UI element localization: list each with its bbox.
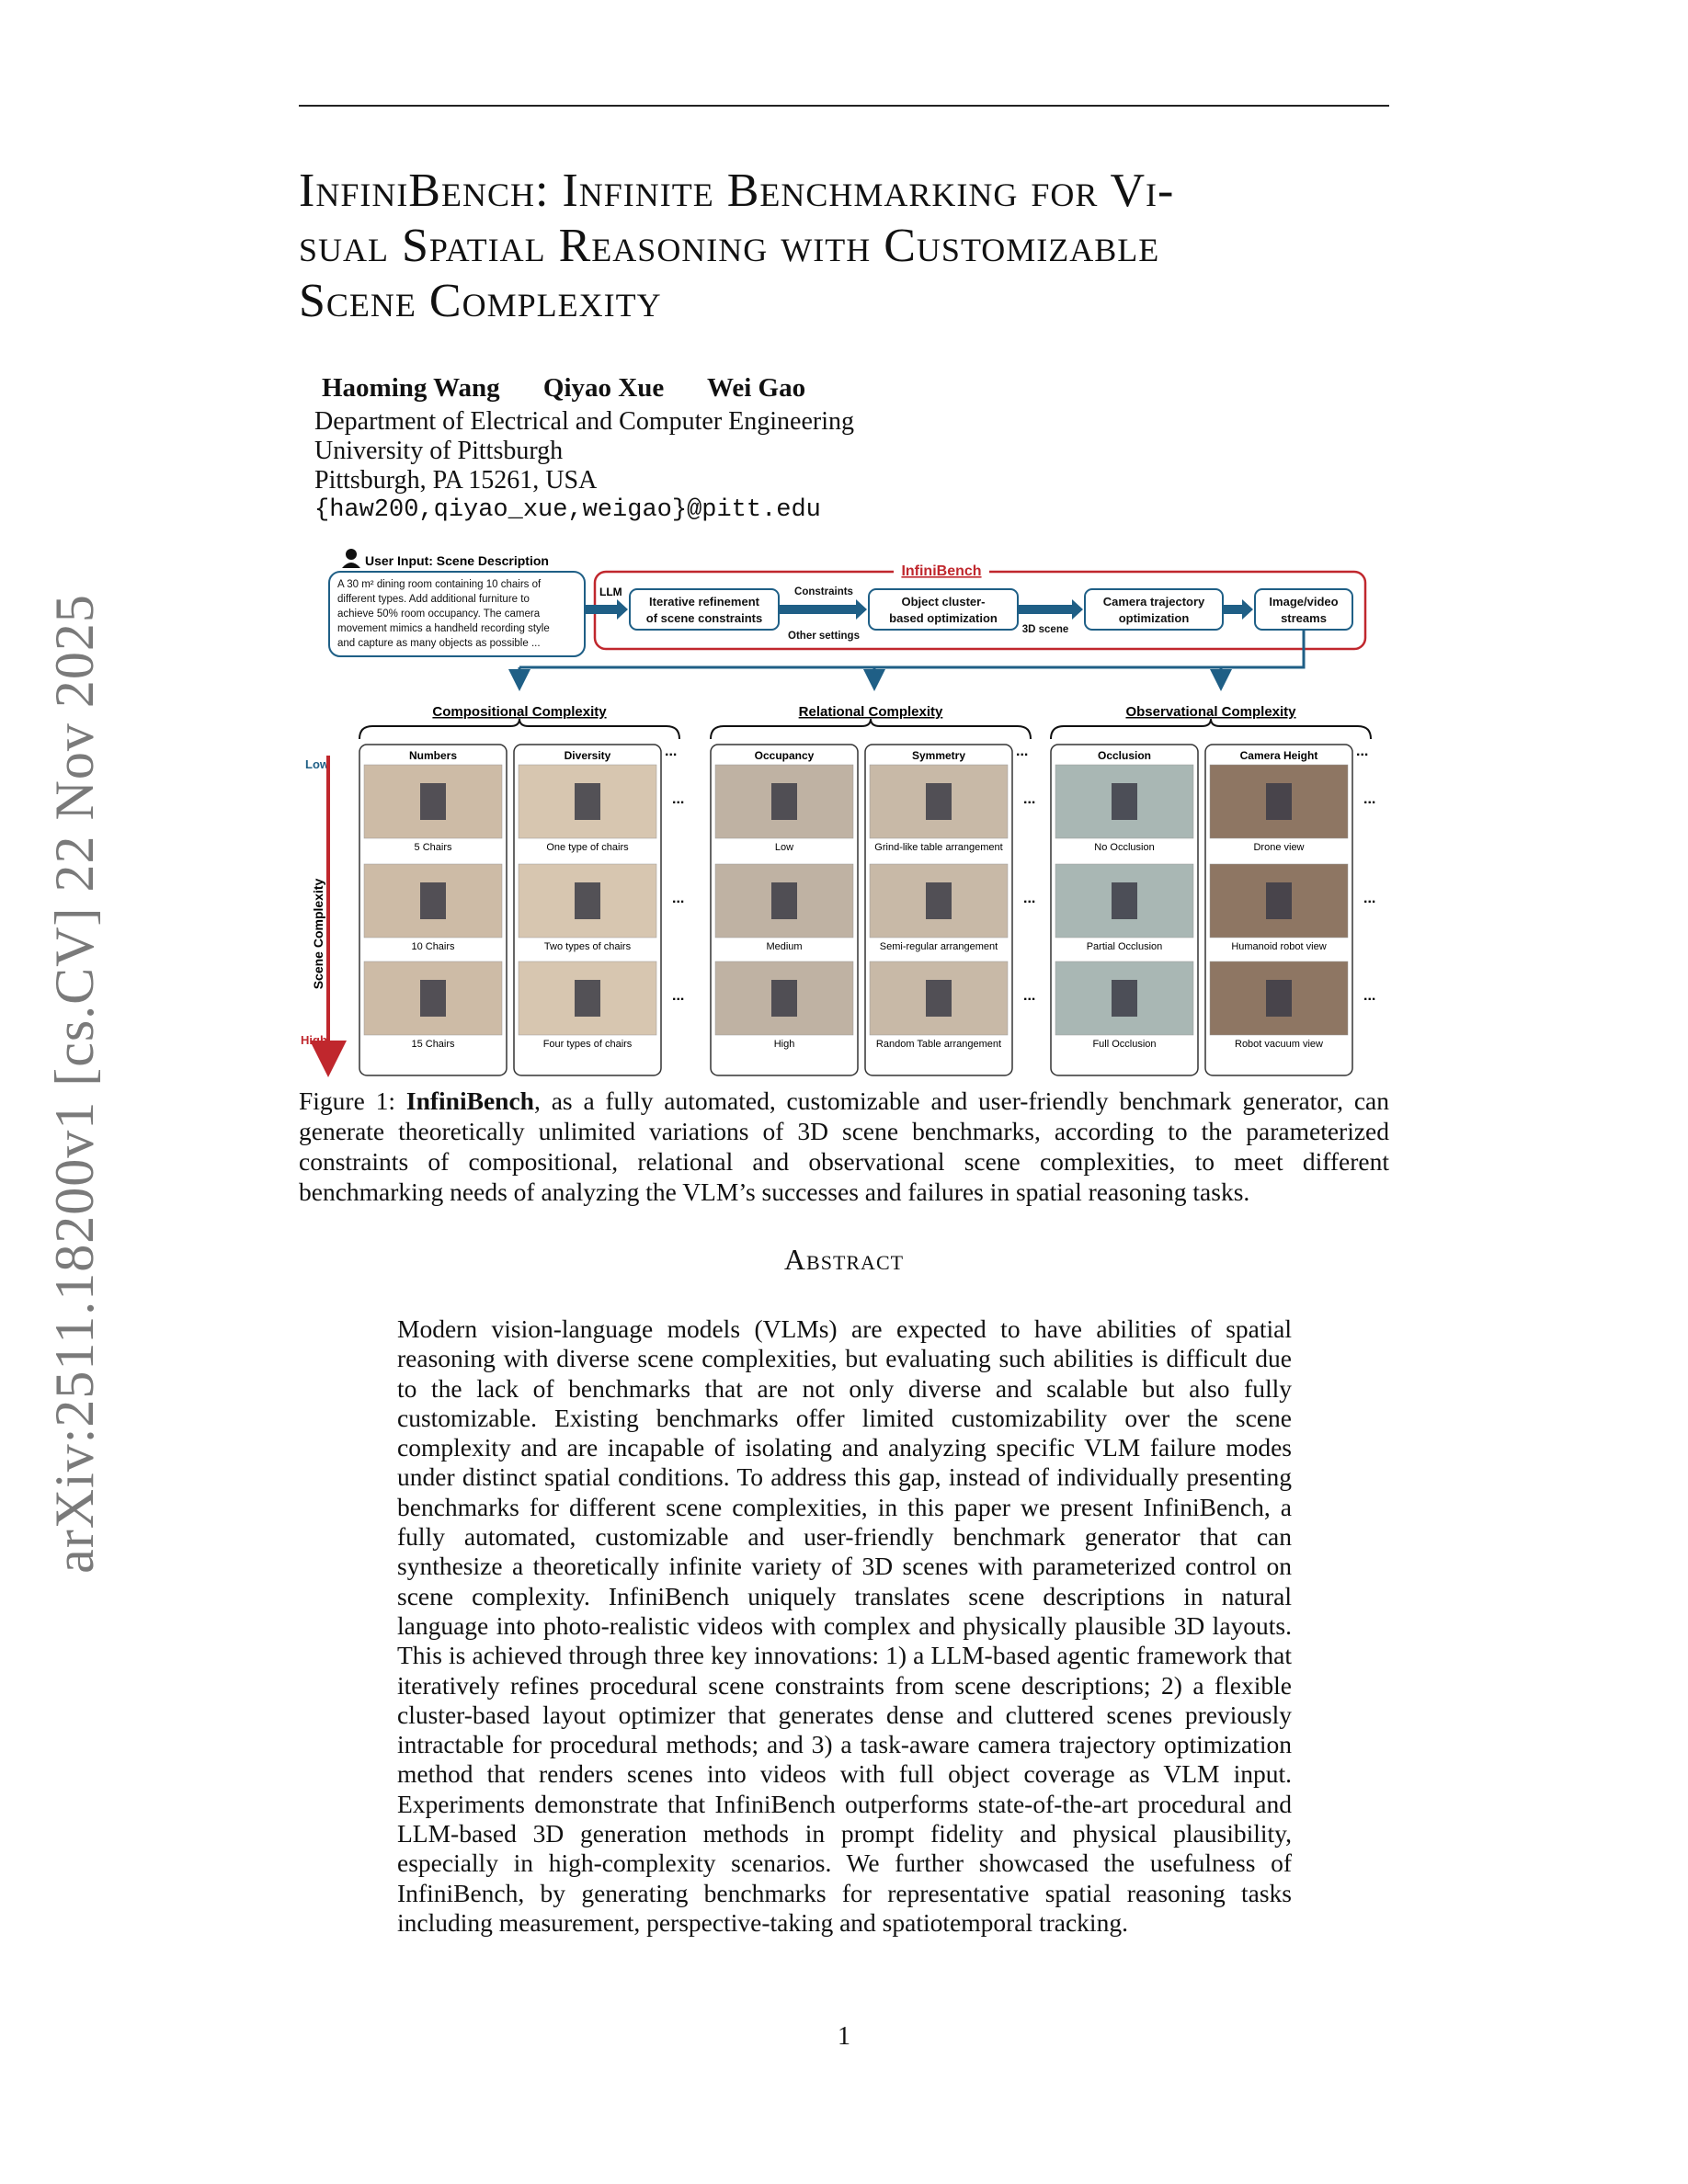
thumbnail-caption: One type of chairs	[546, 842, 629, 853]
scene-table-shape	[575, 783, 600, 820]
thumbnail-caption: Four types of chairs	[542, 1039, 633, 1050]
ellipsis: ...	[1016, 744, 1029, 759]
title-line: sual Spatial Reasoning with Customizable	[299, 220, 1160, 272]
title-line: InfiniBench: Infinite Benchmarking for Vi-	[299, 165, 1175, 217]
axis-title: Scene Complexity	[311, 878, 325, 990]
user-input-line: and capture as many objects as possible ...	[337, 638, 541, 649]
scene-table-shape	[771, 980, 797, 1017]
edge-label-3d-scene: 3D scene	[1021, 624, 1069, 635]
author-email: {haw200,qiyao_xue,weigao}@pitt.edu	[314, 496, 821, 524]
figure-caption	[299, 1086, 1389, 1207]
thumbnail-caption: Full Occlusion	[1092, 1039, 1157, 1050]
thumbnail-caption: Semi-regular arrangement	[879, 941, 998, 952]
abstract-heading: Abstract	[783, 1243, 905, 1276]
scene-table-shape	[420, 980, 446, 1017]
group-title: Compositional Complexity	[432, 704, 607, 720]
user-input-line: achieve 50% room occupancy. The camera	[337, 609, 541, 620]
step-label: Image/video	[1269, 595, 1339, 609]
group-brace	[711, 719, 1031, 739]
ellipsis: ...	[1363, 988, 1376, 1004]
thumbnail-caption: Medium	[766, 941, 803, 952]
ellipsis: ...	[665, 744, 678, 759]
thumbnail-caption: 10 Chairs	[411, 941, 455, 952]
affiliation-line: University of Pittsburgh	[314, 437, 564, 465]
paper-title	[299, 164, 1389, 329]
column-header: Numbers	[408, 749, 458, 762]
column-header: Occlusion	[1097, 749, 1152, 762]
column-header: Symmetry	[911, 749, 966, 762]
ellipsis: ...	[672, 988, 685, 1004]
ellipsis: ...	[1363, 891, 1376, 906]
caption-prefix: Figure 1:	[299, 1086, 406, 1115]
scene-table-shape	[1112, 980, 1137, 1017]
thumbnail-caption: Drone view	[1253, 842, 1305, 853]
thumbnail-caption: 5 Chairs	[414, 842, 452, 853]
scene-table-shape	[1112, 783, 1137, 820]
scene-table-shape	[926, 882, 952, 919]
scene-table-shape	[771, 783, 797, 820]
scene-table-shape	[926, 783, 952, 820]
edge-label-constraints: Constraints	[794, 586, 853, 597]
axis-high-label: High	[301, 1033, 327, 1047]
author-name: Haoming Wang	[322, 373, 500, 403]
ellipsis: ...	[1023, 891, 1036, 906]
group-title: Observational Complexity	[1125, 704, 1296, 720]
scene-table-shape	[771, 882, 797, 919]
scene-table-shape	[1266, 980, 1292, 1017]
thumbnail-caption: No Occlusion	[1094, 842, 1155, 853]
abstract-body: Modern vision-language models (VLMs) are expected to have abilities of spatial reasoning with diverse scene complexities, but evaluating such abilities is difficult due to the lack of benchmarks that are not only diverse and scalable but also fully customizable. Existing benchmarks offer limited customizability over the scene complexity and are incapable of isolating and analyzing specific VLM failure modes under distinct spatial conditions. To address this gap, instead of individually presenting benchmarks for different scene complexities, in this paper we present InfiniBench, a fully automated, customizable and user-friendly benchmark generator that can synthesize a theoretically infinite variety of 3D scenes with parameterized control on scene complexity. InfiniBench uniquely translates scene descriptions in natural language into photo-realistic videos with complex and physically plausible 3D layouts. This is achieved through three key innovations: 1) a LLM-based agentic framework that iteratively refines procedural scene constraints from scene descriptions; 2) a flexible cluster-based layout optimizer that generates dense and cluttered scenes previously intractable for procedural methods; and 3) a task-aware camera trajectory optimization method that renders scenes into videos with full object coverage as VLM input. Experiments demonstrate that InfiniBench outperforms state-of-the-art procedural and LLM-based 3D generation methods in prompt fidelity and physical plausibility, especially in high-complexity scenarios. We further showcased the usefulness of InfiniBench, by generating benchmarks for representative spatial reasoning tasks including measurement, perspective-taking and spatiotemporal tracking.	[397, 1314, 1292, 1937]
scene-table-shape	[575, 980, 600, 1017]
thumbnail-caption: High	[773, 1039, 795, 1050]
title-line: Scene Complexity	[299, 275, 662, 327]
ellipsis: ...	[672, 791, 685, 807]
group-title: Relational Complexity	[798, 704, 943, 720]
author-name: Wei Gao	[706, 373, 806, 403]
step-label: Camera trajectory	[1102, 595, 1205, 609]
step-label: optimization	[1118, 611, 1190, 625]
step-label: Iterative refinement	[649, 595, 759, 609]
column-header: Camera Height	[1239, 749, 1318, 762]
thumbnail-caption: Robot vacuum view	[1235, 1039, 1323, 1050]
user-icon	[342, 549, 360, 568]
scene-table-shape	[1112, 882, 1137, 919]
ellipsis: ...	[1356, 744, 1369, 759]
ellipsis: ...	[1023, 988, 1036, 1004]
column-header: Occupancy	[754, 749, 815, 762]
scene-table-shape	[420, 783, 446, 820]
user-input-title: User Input: Scene Description	[365, 553, 549, 568]
figure-1	[299, 548, 1389, 1079]
step-label: of scene constraints	[645, 611, 763, 625]
user-input-line: different types. Add additional furniture to	[337, 594, 530, 605]
user-input-line: movement mimics a handheld recording style	[337, 623, 550, 634]
top-rule	[299, 105, 1389, 107]
scene-table-shape	[420, 882, 446, 919]
caption-text: , as a fully automated, customizable and user-friendly benchmark generator, can generate theoretically unlimited variations of 3D scene benchmarks, according to the parameterized constraints of compositional, relational and observational scene complexities, to meet different benchmarking needs of analyzing the VLM’s successes and failures in spatial reasoning tasks.	[299, 1086, 1389, 1206]
user-input-line: A 30 m² dining room containing 10 chairs of	[337, 579, 542, 590]
column-header: Diversity	[564, 749, 611, 762]
distribution-lines	[519, 630, 1304, 686]
llm-label: LLM	[599, 586, 622, 598]
thumbnail-caption: Partial Occlusion	[1086, 941, 1163, 952]
ellipsis: ...	[672, 891, 685, 906]
infinibench-label: InfiniBench	[901, 563, 982, 579]
ellipsis: ...	[1023, 791, 1036, 807]
thumbnail-caption: Humanoid robot view	[1231, 941, 1327, 952]
affiliation-block	[314, 407, 854, 525]
edge-label-other-settings: Other settings	[788, 631, 860, 642]
thumbnail-caption: 15 Chairs	[411, 1039, 455, 1050]
ellipsis: ...	[1363, 791, 1376, 807]
scene-table-shape	[1266, 882, 1292, 919]
group-brace	[1051, 719, 1371, 739]
author-list	[322, 373, 842, 404]
axis-low-label: Low	[305, 757, 329, 771]
thumbnail-caption: Random Table arrangement	[875, 1039, 1002, 1050]
group-brace	[359, 719, 679, 739]
thumbnail-caption: Low	[774, 842, 794, 853]
affiliation-line: Department of Electrical and Computer Engineering	[314, 407, 855, 436]
page-number: 1	[838, 2022, 850, 2051]
step-label: streams	[1281, 611, 1327, 625]
scene-table-shape	[575, 882, 600, 919]
thumbnail-caption: Grind-like table arrangement	[874, 842, 1003, 853]
scene-table-shape	[926, 980, 952, 1017]
thumbnail-caption: Two types of chairs	[543, 941, 632, 952]
scene-table-shape	[1266, 783, 1292, 820]
arxiv-identifier: arXiv:2511.18200v1 [cs.CV] 22 Nov 2025	[44, 594, 105, 1574]
step-label: based optimization	[889, 611, 998, 625]
step-label: Object cluster-	[901, 595, 986, 609]
affiliation-line: Pittsburgh, PA 15261, USA	[314, 466, 598, 495]
author-name: Qiyao Xue	[542, 373, 665, 403]
caption-bold: InfiniBench	[405, 1086, 534, 1115]
